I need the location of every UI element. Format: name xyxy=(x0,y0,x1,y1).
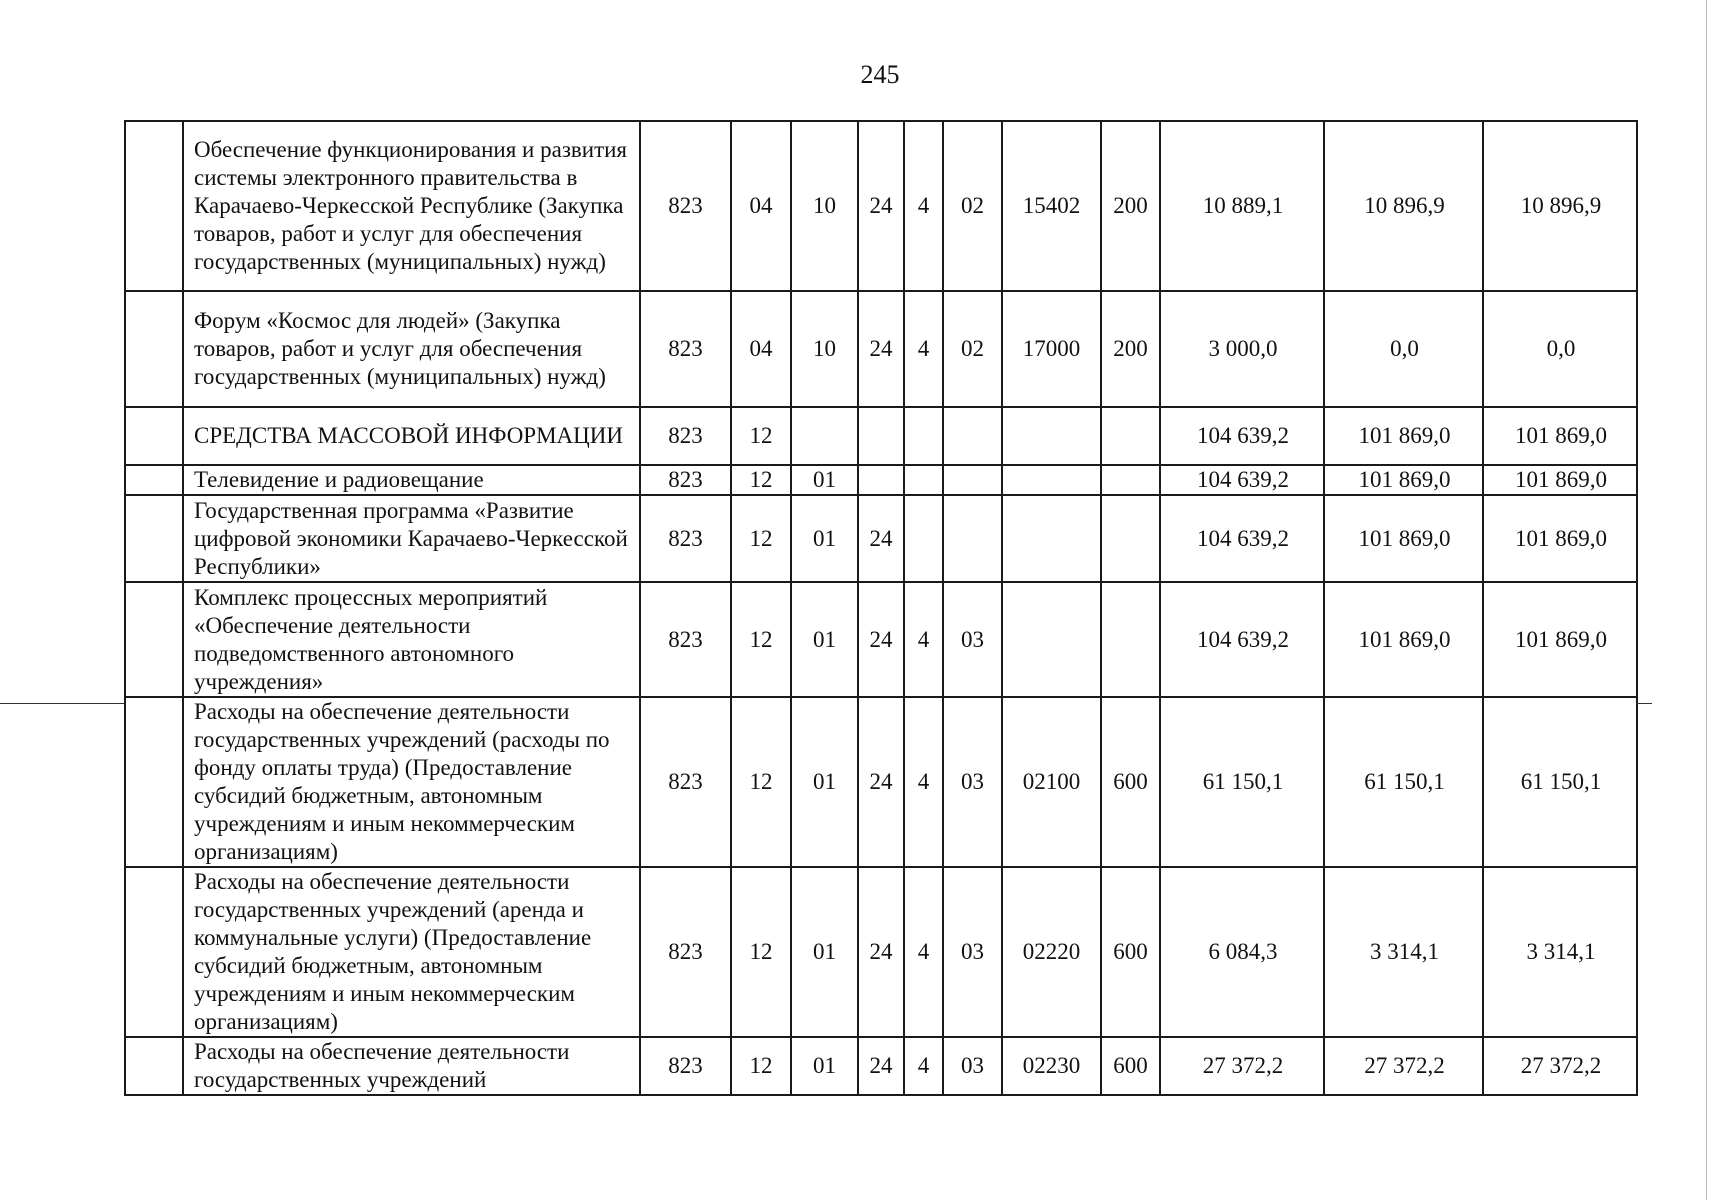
amount-year-2: 0,0 xyxy=(1324,291,1483,407)
table-row xyxy=(125,121,1637,291)
complex-code: 03 xyxy=(943,697,1002,867)
amount-year-2: 101 869,0 xyxy=(1324,465,1483,495)
row-name: Комплекс процессных мероприятий «Обеспечение деятельности подведомственного автономного учреждения» xyxy=(183,582,640,697)
table-row xyxy=(125,867,1637,1037)
amount-year-1: 61 150,1 xyxy=(1160,697,1324,867)
amount-year-3: 0,0 xyxy=(1483,291,1637,407)
expense-type-code xyxy=(1101,407,1160,465)
type-code xyxy=(904,407,943,465)
subsection-code: 01 xyxy=(791,582,858,697)
amount-year-2: 3 314,1 xyxy=(1324,867,1483,1037)
type-code xyxy=(904,465,943,495)
scan-edge-line xyxy=(1706,0,1707,1200)
row-name: СРЕДСТВА МАССОВОЙ ИНФОРМАЦИИ xyxy=(183,407,640,465)
section-code: 12 xyxy=(731,465,791,495)
program-code: 24 xyxy=(858,291,904,407)
program-code: 24 xyxy=(858,121,904,291)
table-row xyxy=(125,1037,1637,1095)
expense-type-code: 600 xyxy=(1101,1037,1160,1095)
program-code xyxy=(858,465,904,495)
type-code: 4 xyxy=(904,1037,943,1095)
type-code: 4 xyxy=(904,697,943,867)
subsection-code: 01 xyxy=(791,495,858,582)
row-name: Обеспечение функционирования и развития системы электронного правительства в Карачаево-Черкесской Республике (Закупка товаров, работ и услуг для обеспечения государственных (муниципальных) нужд) xyxy=(183,121,640,291)
row-name: Расходы на обеспечение деятельности государственных учреждений (расходы по фонду оплаты труда) (Предоставление субсидий бюджетным, автономным учреждениям и иным некоммерческим организациям) xyxy=(183,697,640,867)
table-row xyxy=(125,582,1637,697)
row-index-cell xyxy=(125,465,183,495)
complex-code: 02 xyxy=(943,121,1002,291)
expense-type-code: 200 xyxy=(1101,121,1160,291)
amount-year-3: 10 896,9 xyxy=(1483,121,1637,291)
amount-year-1: 104 639,2 xyxy=(1160,495,1324,582)
complex-code: 03 xyxy=(943,867,1002,1037)
subsection-code: 01 xyxy=(791,697,858,867)
type-code: 4 xyxy=(904,121,943,291)
row-index-cell xyxy=(125,291,183,407)
ministry-code: 823 xyxy=(640,407,731,465)
ministry-code: 823 xyxy=(640,697,731,867)
subsection-code: 01 xyxy=(791,465,858,495)
subsection-code xyxy=(791,407,858,465)
expense-type-code: 600 xyxy=(1101,697,1160,867)
budget-table xyxy=(124,120,1638,1096)
ministry-code: 823 xyxy=(640,121,731,291)
program-code xyxy=(858,407,904,465)
section-code: 12 xyxy=(731,582,791,697)
program-code: 24 xyxy=(858,1037,904,1095)
ministry-code: 823 xyxy=(640,867,731,1037)
program-code: 24 xyxy=(858,867,904,1037)
section-code: 04 xyxy=(731,121,791,291)
direction-code xyxy=(1002,495,1101,582)
direction-code: 15402 xyxy=(1002,121,1101,291)
expense-type-code: 600 xyxy=(1101,867,1160,1037)
row-index-cell xyxy=(125,867,183,1037)
table-row xyxy=(125,697,1637,867)
direction-code xyxy=(1002,407,1101,465)
complex-code xyxy=(943,407,1002,465)
direction-code xyxy=(1002,582,1101,697)
row-index-cell xyxy=(125,1037,183,1095)
expense-type-code xyxy=(1101,465,1160,495)
amount-year-2: 101 869,0 xyxy=(1324,582,1483,697)
row-name: Форум «Космос для людей» (Закупка товаров, работ и услуг для обеспечения государственных (муниципальных) нужд) xyxy=(183,291,640,407)
amount-year-3: 3 314,1 xyxy=(1483,867,1637,1037)
complex-code: 03 xyxy=(943,1037,1002,1095)
complex-code xyxy=(943,465,1002,495)
direction-code: 17000 xyxy=(1002,291,1101,407)
section-code: 12 xyxy=(731,407,791,465)
subsection-code: 10 xyxy=(791,121,858,291)
section-code: 12 xyxy=(731,495,791,582)
amount-year-2: 101 869,0 xyxy=(1324,495,1483,582)
complex-code: 03 xyxy=(943,582,1002,697)
amount-year-1: 27 372,2 xyxy=(1160,1037,1324,1095)
scan-fold-line xyxy=(1636,703,1652,704)
subsection-code: 01 xyxy=(791,867,858,1037)
section-code: 12 xyxy=(731,697,791,867)
section-code: 04 xyxy=(731,291,791,407)
row-name: Расходы на обеспечение деятельности государственных учреждений (аренда и коммунальные услуги) (Предоставление субсидий бюджетным, автономным учреждениям и иным некоммерческим организациям) xyxy=(183,867,640,1037)
type-code: 4 xyxy=(904,582,943,697)
program-code: 24 xyxy=(858,495,904,582)
row-name: Расходы на обеспечение деятельности государственных учреждений xyxy=(183,1037,640,1095)
ministry-code: 823 xyxy=(640,291,731,407)
complex-code xyxy=(943,495,1002,582)
complex-code: 02 xyxy=(943,291,1002,407)
program-code: 24 xyxy=(858,582,904,697)
table-row xyxy=(125,291,1637,407)
row-index-cell xyxy=(125,495,183,582)
amount-year-1: 104 639,2 xyxy=(1160,582,1324,697)
amount-year-3: 101 869,0 xyxy=(1483,465,1637,495)
expense-type-code: 200 xyxy=(1101,291,1160,407)
ministry-code: 823 xyxy=(640,582,731,697)
amount-year-1: 10 889,1 xyxy=(1160,121,1324,291)
row-index-cell xyxy=(125,697,183,867)
amount-year-3: 101 869,0 xyxy=(1483,582,1637,697)
amount-year-2: 61 150,1 xyxy=(1324,697,1483,867)
amount-year-1: 3 000,0 xyxy=(1160,291,1324,407)
direction-code xyxy=(1002,465,1101,495)
ministry-code: 823 xyxy=(640,1037,731,1095)
table-row xyxy=(125,495,1637,582)
amount-year-1: 104 639,2 xyxy=(1160,407,1324,465)
direction-code: 02100 xyxy=(1002,697,1101,867)
row-name: Телевидение и радиовещание xyxy=(183,465,640,495)
amount-year-2: 101 869,0 xyxy=(1324,407,1483,465)
type-code: 4 xyxy=(904,291,943,407)
amount-year-3: 101 869,0 xyxy=(1483,495,1637,582)
amount-year-2: 27 372,2 xyxy=(1324,1037,1483,1095)
ministry-code: 823 xyxy=(640,495,731,582)
section-code: 12 xyxy=(731,1037,791,1095)
page-number: 245 xyxy=(860,60,900,89)
row-index-cell xyxy=(125,407,183,465)
expense-type-code xyxy=(1101,582,1160,697)
scan-fold-line xyxy=(0,703,124,704)
amount-year-3: 61 150,1 xyxy=(1483,697,1637,867)
section-code: 12 xyxy=(731,867,791,1037)
program-code: 24 xyxy=(858,697,904,867)
row-index-cell xyxy=(125,121,183,291)
type-code xyxy=(904,495,943,582)
row-name: Государственная программа «Развитие цифровой экономики Карачаево-Черкесской Республики» xyxy=(183,495,640,582)
amount-year-2: 10 896,9 xyxy=(1324,121,1483,291)
amount-year-1: 6 084,3 xyxy=(1160,867,1324,1037)
row-index-cell xyxy=(125,582,183,697)
expense-type-code xyxy=(1101,495,1160,582)
amount-year-3: 101 869,0 xyxy=(1483,407,1637,465)
subsection-code: 01 xyxy=(791,1037,858,1095)
direction-code: 02220 xyxy=(1002,867,1101,1037)
direction-code: 02230 xyxy=(1002,1037,1101,1095)
table-row xyxy=(125,407,1637,465)
subsection-code: 10 xyxy=(791,291,858,407)
amount-year-1: 104 639,2 xyxy=(1160,465,1324,495)
table-row xyxy=(125,465,1637,495)
amount-year-3: 27 372,2 xyxy=(1483,1037,1637,1095)
type-code: 4 xyxy=(904,867,943,1037)
ministry-code: 823 xyxy=(640,465,731,495)
